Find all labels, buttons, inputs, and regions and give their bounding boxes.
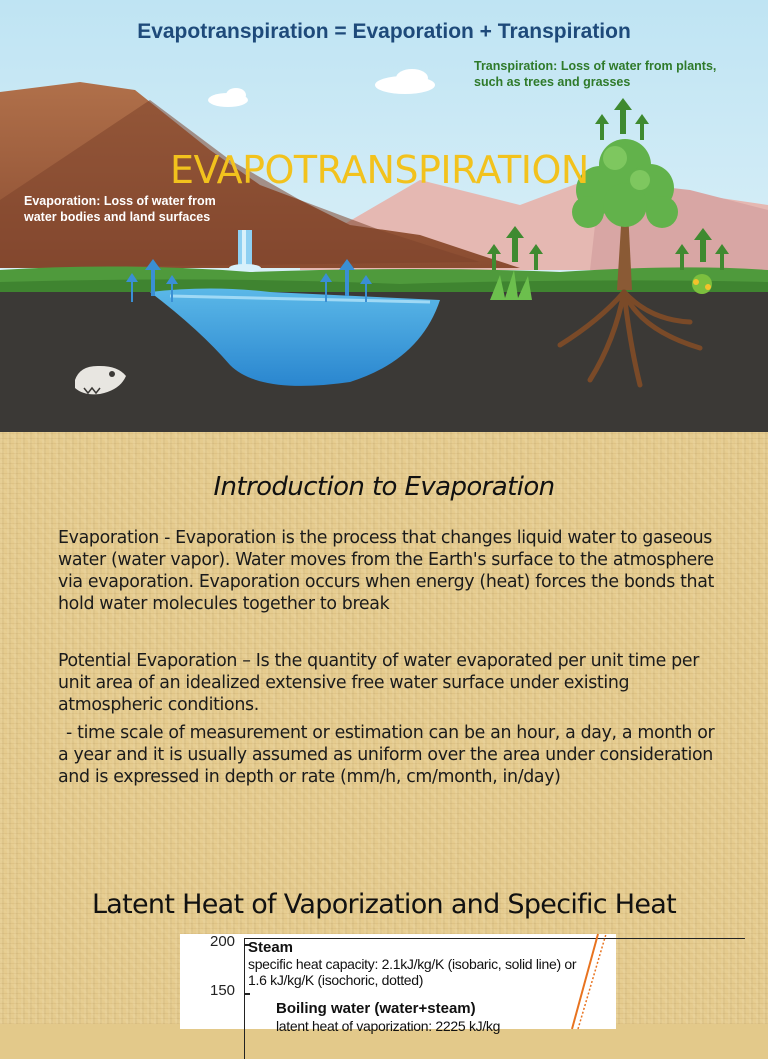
y-tick-200: 200 [210,933,236,950]
evaporation-paragraph: Evaporation - Evaporation is the process that changes liquid water to gaseous water (water vapor). Water moves from the Earth's surface to the atmosphere via evaporation. Evaporation occurs when energy (heat) forces the bonds that hold water molecules together to break [58,528,714,614]
slide-heading: Introduction to Evaporation [213,472,555,502]
steam-detail: specific heat capacity: 2.1kJ/kg/K (isobaric, solid line) or 1.6 kJ/kg/K (isochoric, dotted) [248,956,577,988]
evaporation-label: Evaporation: Loss of water from water bodies and land surfaces [24,194,216,224]
latent-heat-label: latent heat of vaporization: 2225 kJ/kg [276,1018,501,1034]
steam-label: Steam [248,939,294,956]
timescale-paragraph [58,722,718,788]
evapotranspiration-illustration [0,0,768,432]
slide-subheading: Latent Heat of Vaporization and Specific Heat [91,889,677,920]
diagram-title: Evapotranspiration = Evaporation + Transpiration [137,20,631,43]
y-tick-150: 150 [210,982,236,999]
overlay-title: EVAPOTRANSPIRATION [170,148,589,192]
potential-evaporation-paragraph: Potential Evaporation – Is the quantity of water evaporated per unit time per unit area of an idealized extensive free water surface under existing atmospheric conditions. [58,651,699,715]
boiling-label: Boiling water (water+steam) [276,1000,476,1017]
bush-icon [692,274,712,294]
timescale-text: - time scale of measurement or estimation can be an hour, a day, a month or a year and it is usually assumed as uniform over the area under consideration and is expressed in depth or rate (mm/h, cm/month, in/day) [58,723,715,787]
heating-curve-chart [180,933,616,1034]
heating-curve-line [180,934,616,1029]
introduction-slide [0,432,768,1034]
transpiration-label: Transpiration: Loss of water from plants, such as trees and grasses [474,59,717,89]
